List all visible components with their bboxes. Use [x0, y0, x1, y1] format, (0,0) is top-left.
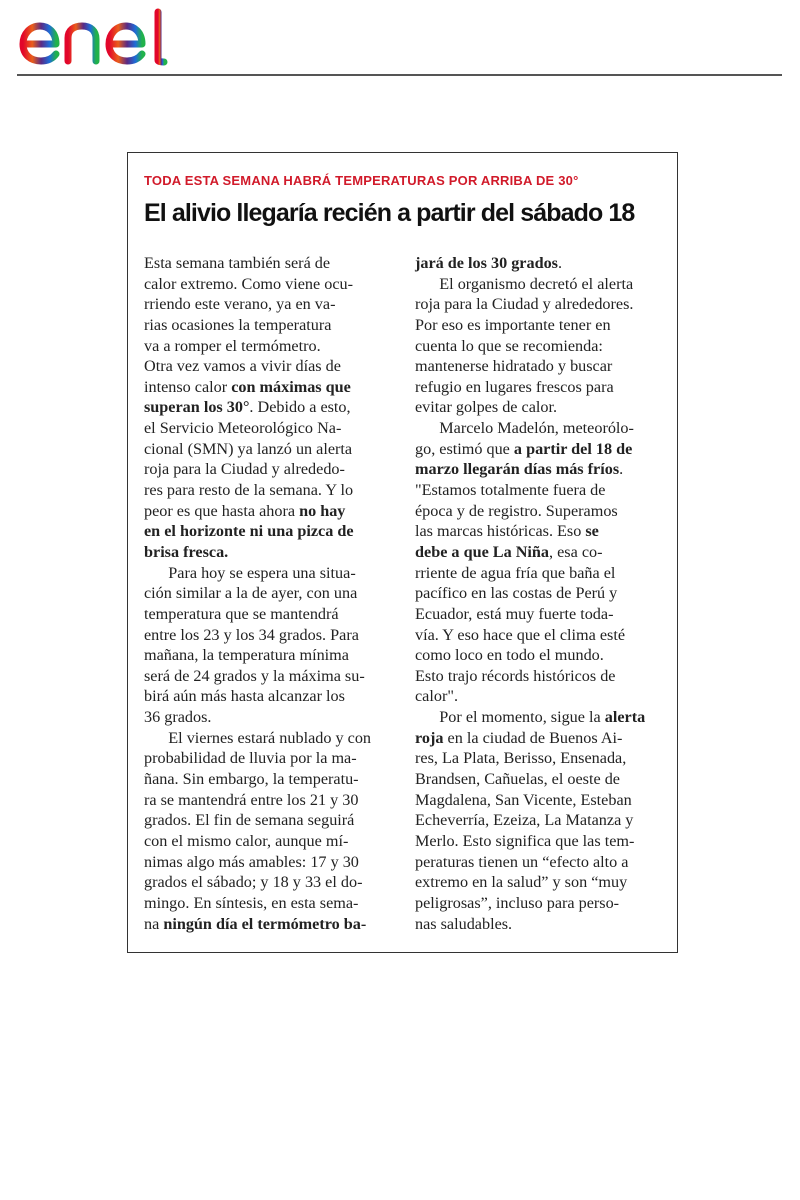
article-line: [415, 666, 665, 687]
text-run: rriendo este verano, ya en va-: [144, 295, 336, 314]
article-line: [144, 707, 404, 728]
text-run: extremo en la salud” y son “muy: [415, 873, 628, 892]
article-line: [415, 521, 665, 542]
text-run: pacífico en las costas de Perú y: [415, 584, 618, 603]
text-run: Esta semana también será de: [144, 254, 331, 272]
article-line: [415, 294, 665, 315]
article-line: [144, 852, 404, 873]
bold-text: no hay: [299, 501, 346, 520]
text-run: Merlo. Esto significa que las tem-: [415, 831, 635, 850]
article-line: [415, 790, 665, 811]
article-line: [415, 686, 665, 707]
article-line: [415, 418, 665, 439]
article-line: [415, 728, 665, 749]
text-run: res para resto de la semana. Y lo: [144, 481, 354, 500]
text-run: rias ocasiones la temperatura: [144, 315, 332, 334]
text-run: ción similar a la de ayer, con una: [144, 584, 358, 603]
article-line: [144, 831, 404, 852]
article-line: [415, 336, 665, 357]
text-run: calor extremo. Como viene ocu-: [144, 274, 354, 293]
article-line: [415, 501, 665, 522]
text-run: . Debido a esto,: [249, 398, 351, 417]
article-line: [415, 707, 665, 728]
article-line: [415, 914, 665, 935]
bold-text: con máximas que: [231, 377, 351, 396]
text-run: mantenerse hidratado y buscar: [415, 357, 613, 376]
article-line: [144, 666, 404, 687]
article-column-2: [415, 253, 665, 934]
text-run: vía. Y eso hace que el clima esté: [415, 625, 626, 644]
text-run: entre los 23 y los 34 grados. Para: [144, 625, 359, 644]
article-kicker: TODA ESTA SEMANA HABRÁ TEMPERATURAS POR ARRIBA DE 30°: [144, 173, 579, 188]
article-line: [144, 625, 404, 646]
text-run: 36 grados.: [144, 708, 212, 727]
article-line: [144, 377, 404, 398]
text-run: será de 24 grados y la máxima su-: [144, 666, 365, 685]
article-line: [144, 356, 404, 377]
text-run: evitar golpes de calor.: [415, 398, 558, 417]
article-line: [415, 377, 665, 398]
text-run: roja para la Ciudad y alrededo-: [144, 460, 345, 479]
article-line: [144, 253, 404, 274]
text-run: El organismo decretó el alerta: [415, 274, 634, 293]
text-run: intenso calor: [144, 377, 232, 396]
article-line: [144, 872, 404, 893]
text-run: Marcelo Madelón, meteorólo-: [415, 419, 634, 438]
text-run: cional (SMN) ya lanzó un alerta: [144, 439, 353, 458]
article-line: [415, 583, 665, 604]
article-line: [144, 459, 404, 480]
text-run: nimas algo más amables: 17 y 30: [144, 852, 359, 871]
text-run: go, estimó que: [415, 439, 514, 458]
text-run: peor es que hasta ahora: [144, 501, 300, 520]
article-line: [144, 501, 404, 522]
news-clipping: [127, 152, 678, 953]
text-run: cuenta lo que se recomienda:: [415, 336, 603, 355]
bold-text: marzo llegarán días más fríos: [415, 460, 620, 479]
bold-text: brisa fresca.: [144, 542, 229, 561]
text-run: .: [619, 460, 624, 479]
bold-text: alerta: [604, 708, 646, 727]
text-run: res, La Plata, Berisso, Ensenada,: [415, 749, 627, 768]
article-line: [415, 872, 665, 893]
article-line: [144, 397, 404, 418]
bold-text: superan los 30°: [144, 398, 250, 417]
article-line: [144, 563, 404, 584]
article-line: [144, 790, 404, 811]
article-line: [415, 253, 665, 274]
text-run: nas saludables.: [415, 914, 513, 933]
article-line: [415, 397, 665, 418]
article-line: [144, 294, 404, 315]
text-run: birá aún más hasta alcanzar los: [144, 687, 345, 706]
article-line: [415, 542, 665, 563]
bold-text: ningún día el termómetro ba-: [163, 914, 367, 933]
text-run: grados. El fin de semana seguirá: [144, 811, 355, 830]
article-line: [144, 418, 404, 439]
article-line: [144, 748, 404, 769]
bold-text: en el horizonte ni una pizca de: [144, 522, 354, 541]
article-line: [144, 439, 404, 460]
article-line: [144, 604, 404, 625]
text-run: Brandsen, Cañuelas, el oeste de: [415, 770, 620, 789]
text-run: grados el sábado; y 18 y 33 el do-: [144, 873, 363, 892]
article-line: [144, 645, 404, 666]
article-line: [415, 439, 665, 460]
text-run: Por el momento, sigue la: [415, 708, 605, 727]
page-header: [0, 0, 800, 76]
text-run: El viernes estará nublado y con: [144, 728, 372, 747]
text-run: el Servicio Meteorológico Na-: [144, 419, 342, 438]
article-line: [415, 563, 665, 584]
article-line: [415, 748, 665, 769]
article-line: [144, 274, 404, 295]
article-line: [415, 625, 665, 646]
text-run: va a romper el termómetro.: [144, 336, 321, 355]
bold-text: se: [585, 522, 599, 541]
text-run: como loco en todo el mundo.: [415, 646, 604, 665]
article-line: [144, 521, 404, 542]
text-run: mingo. En síntesis, en esta sema-: [144, 893, 359, 912]
enel-logo: [18, 8, 180, 66]
article-line: [415, 645, 665, 666]
text-run: época y de registro. Superamos: [415, 501, 618, 520]
text-run: .: [557, 254, 563, 272]
text-run: Para hoy se espera una situa-: [144, 563, 356, 582]
text-run: ra se mantendrá entre los 21 y 30: [144, 790, 359, 809]
article-line: [144, 769, 404, 790]
article-line: [144, 810, 404, 831]
text-run: mañana, la temperatura mínima: [144, 646, 349, 665]
article-line: [144, 336, 404, 357]
text-run: roja para la Ciudad y alrededores.: [415, 295, 634, 314]
text-run: Magdalena, San Vicente, Esteban: [415, 790, 632, 809]
article-line: [415, 274, 665, 295]
text-run: en la ciudad de Buenos Ai-: [443, 728, 623, 747]
article-line: [415, 604, 665, 625]
article-line: [415, 356, 665, 377]
article-line: [144, 480, 404, 501]
text-run: ñana. Sin embargo, la temperatu-: [144, 770, 359, 789]
article-column-1: [144, 253, 404, 934]
article-line: [144, 686, 404, 707]
text-run: rriente de agua fría que baña el: [415, 563, 616, 582]
bold-text: roja: [415, 728, 444, 747]
text-run: temperatura que se mantendrá: [144, 604, 339, 623]
article-line: [415, 769, 665, 790]
text-run: , esa co-: [549, 542, 603, 561]
article-line: [144, 542, 404, 563]
article-line: [415, 810, 665, 831]
article-line: [415, 459, 665, 480]
text-run: con el mismo calor, aunque mí-: [144, 831, 349, 850]
article-line: [415, 315, 665, 336]
text-run: Por eso es importante tener en: [415, 315, 611, 334]
text-run: na: [144, 914, 164, 933]
text-run: probabilidad de lluvia por la ma-: [144, 749, 357, 768]
text-run: calor".: [415, 687, 459, 706]
article-line: [415, 480, 665, 501]
article-line: [144, 315, 404, 336]
text-run: "Estamos totalmente fuera de: [415, 481, 606, 500]
article-line: [415, 852, 665, 873]
text-run: refugio en lugares frescos para: [415, 377, 614, 396]
article-line: [144, 914, 404, 935]
article-line: [415, 831, 665, 852]
article-line: [144, 893, 404, 914]
article-headline: El alivio llegaría recién a partir del sábado 18: [144, 199, 635, 227]
article-line: [144, 728, 404, 749]
header-rule: [17, 74, 782, 76]
text-run: Ecuador, está muy fuerte toda-: [415, 604, 614, 623]
bold-text: jará de los 30 grados: [415, 254, 558, 272]
text-run: Echeverría, Ezeiza, La Matanza y: [415, 811, 634, 830]
text-run: Otra vez vamos a vivir días de: [144, 357, 341, 376]
text-run: las marcas históricas. Eso: [415, 522, 586, 541]
bold-text: a partir del 18 de: [513, 439, 633, 458]
text-run: peraturas tienen un “efecto alto a: [415, 852, 629, 871]
article-line: [144, 583, 404, 604]
text-run: Esto trajo récords históricos de: [415, 666, 616, 685]
article-line: [415, 893, 665, 914]
text-run: peligrosas”, incluso para perso-: [415, 893, 620, 912]
bold-text: debe a que La Niña: [415, 542, 550, 561]
